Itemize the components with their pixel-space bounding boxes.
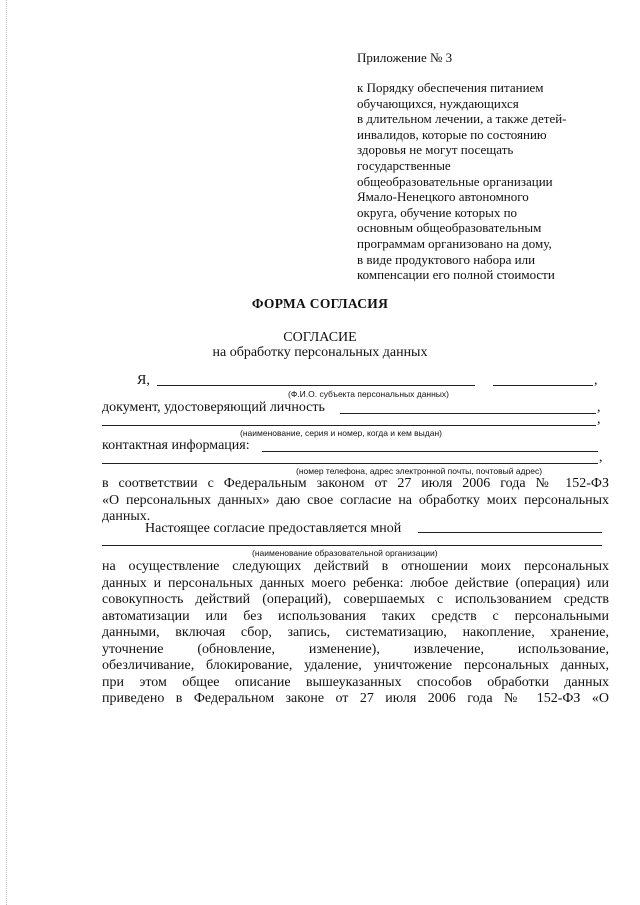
annex-line: в длительном лечении, а также детей-	[357, 111, 567, 127]
org-caption: (наименование образовательной организации)	[252, 548, 438, 558]
doc-line-2[interactable]	[102, 425, 596, 426]
text-line: данными, включая сбор, запись, систематизацию, накопление, хранение,	[102, 625, 609, 640]
legal-paragraph-2	[102, 559, 609, 708]
contact-caption: (номер телефона, адрес электронной почты, почтовый адрес)	[296, 466, 543, 476]
contact-line-1[interactable]	[262, 451, 598, 452]
text-line: приведено в Федеральном законе от 27 июля 2006 года № 152-ФЗ «О	[102, 691, 609, 706]
org-line-2[interactable]	[102, 545, 602, 546]
annex-line: программам организовано на дому,	[357, 235, 552, 251]
i-label: Я,	[137, 373, 150, 388]
text-line: уточнение (обновление, изменение), извлечение, использование,	[102, 641, 609, 657]
text-line: на осуществление следующих действий в отношении моих персональных	[102, 559, 609, 574]
fio-line-2[interactable]	[493, 385, 593, 386]
text-line: совокупность действий (операций), совершаемых с использованием средств	[102, 592, 609, 607]
page-edge	[6, 0, 7, 905]
form-title: ФОРМА СОГЛАСИЯ	[251, 296, 389, 311]
annex-description	[357, 80, 567, 283]
fio-line-1[interactable]	[157, 385, 475, 386]
text-line: обезличивание, блокирование, удаление, уничтожение персональных данных,	[102, 658, 609, 673]
consent-title: СОГЛАСИЕ	[283, 330, 357, 345]
legal-paragraph-1	[102, 476, 609, 526]
org-line-1[interactable]	[418, 532, 602, 533]
annex-line: здоровья не могут посещать	[357, 142, 514, 158]
text-line: «О персональных данных» даю свое согласие на обработку моих персональных	[102, 492, 609, 508]
annex-line: Ямало-Ненецкого автономного	[357, 189, 529, 205]
text-line: в соответствии с Федеральным законом от 27 июля 2006 года № 152-ФЗ	[102, 476, 609, 491]
fio-caption: (Ф.И.О. субъекта персональных данных)	[288, 389, 450, 399]
contact-label: контактная информация:	[102, 438, 250, 453]
comma: ,	[597, 412, 601, 427]
annex-line: инвалидов, которые по состоянию	[357, 126, 547, 142]
comma: ,	[597, 400, 601, 415]
annex-line: компенсации его полной стоимости	[357, 267, 555, 283]
annex-title: Приложение № 3	[357, 50, 453, 65]
provided-line-label: Настоящее согласие предоставляется мной	[145, 521, 402, 536]
comma: ,	[594, 373, 598, 388]
contact-line-2[interactable]	[102, 463, 598, 464]
text-line: данных.	[102, 509, 151, 524]
doc-caption: (наименование, серия и номер, когда и кем выдан)	[240, 428, 443, 438]
text-line: при этом общее описание вышеуказанных способов обработки данных	[102, 674, 609, 690]
comma: ,	[599, 450, 603, 465]
annex-line: государственные	[357, 157, 451, 173]
text-line: данных и персональных данных моего ребенка: любое действие (операция) или	[102, 575, 609, 591]
annex-line: основным общеобразовательным	[357, 220, 542, 236]
text-line: автоматизации или без использования таких средств с персональными	[102, 608, 609, 624]
annex-line: обучающихся, нуждающихся	[357, 95, 519, 111]
annex-line: округа, обучение которых по	[357, 204, 518, 220]
consent-subtitle: на обработку персональных данных	[212, 345, 428, 360]
annex-line: в виде продуктового набора или	[357, 251, 536, 267]
annex-line: к Порядку обеспечения питанием	[357, 80, 544, 95]
annex-line: общеобразовательные организации	[357, 173, 553, 189]
doc-line-1[interactable]	[340, 413, 596, 414]
doc-label: документ, удостоверяющий личность	[102, 400, 325, 415]
